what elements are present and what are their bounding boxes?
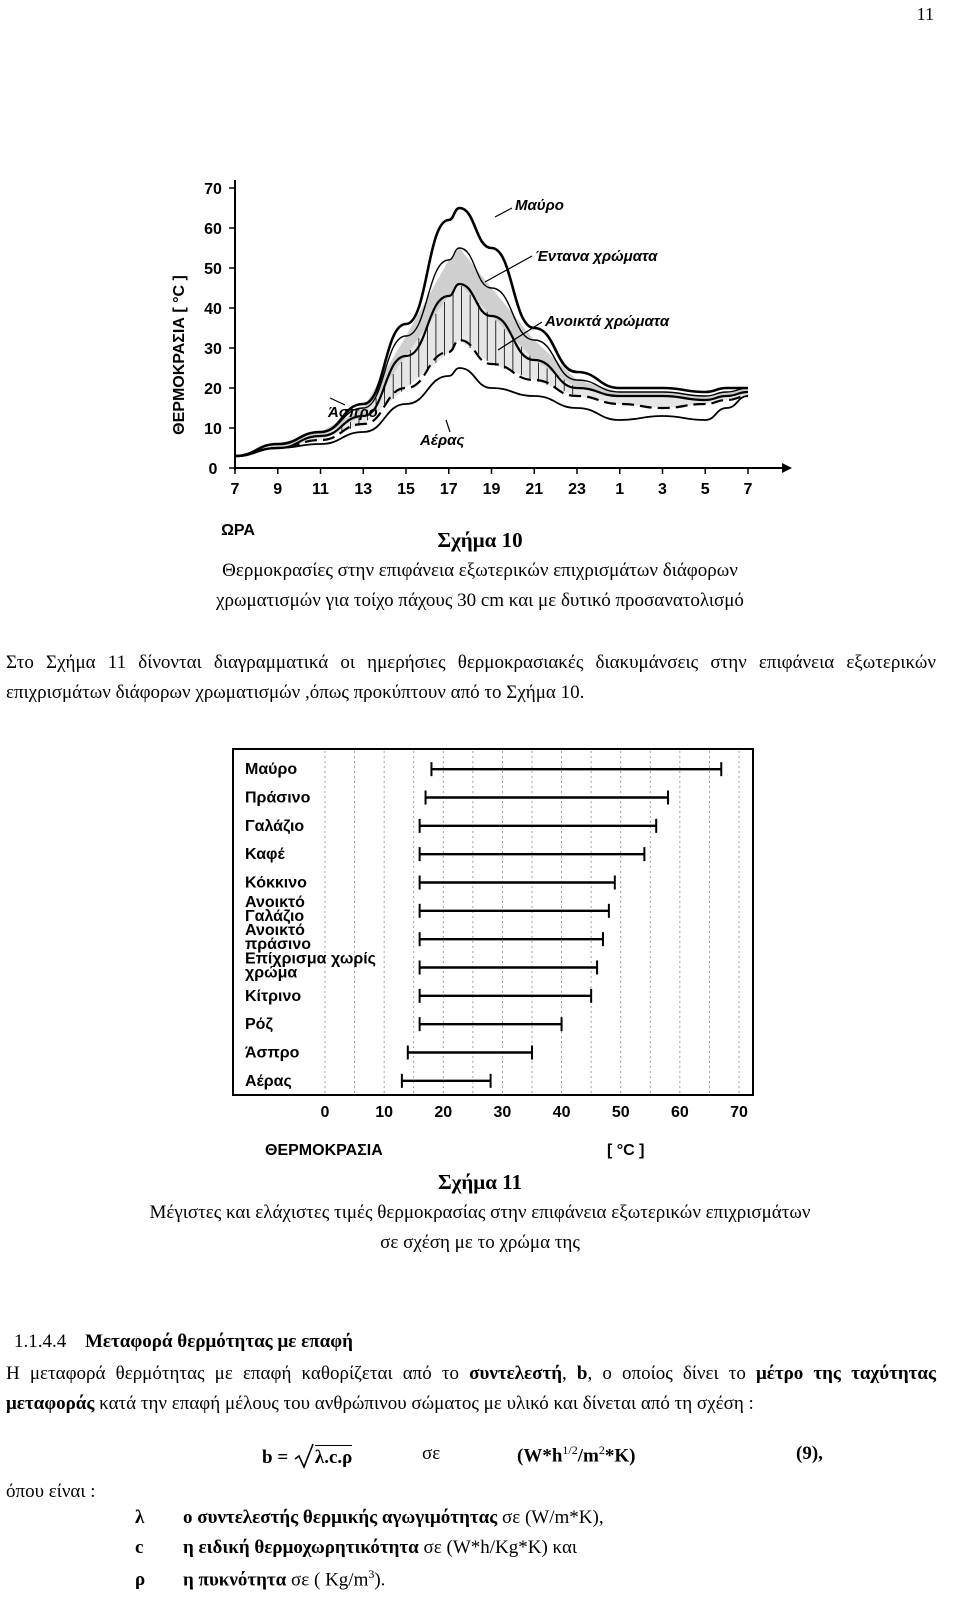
category-label: Ανοικτό [245,922,305,940]
def-symbol: c [135,1537,144,1558]
superscript: 2 [598,1443,605,1457]
text-run-bold: συντελεστή [469,1363,563,1384]
category-label: Πράσινο [245,789,311,807]
x-tick-label: 1 [615,481,625,498]
x-tick-label: 40 [552,1104,571,1121]
x-tick-label: 23 [568,481,586,498]
definition-rho [135,1567,385,1591]
x-tick-label: 11 [312,481,329,498]
y-axis-label: ΘΕΡΜΟΚΡΑΣΙΑ [ °C ] [171,275,188,435]
x-tick-label: 15 [397,481,415,498]
category-label: Γαλάζιο [245,817,305,835]
x-tick-label: 70 [730,1104,748,1121]
figure-11-caption-line2: σε σχέση με το χρώμα της [380,1232,580,1253]
category-label: πράσινο [245,936,312,954]
text-run: κατά την επαφή μέλους του ανθρώπινου σώματος με υλικό και δίνεται από τη σχέση : [94,1393,754,1414]
superscript: 3 [368,1567,375,1581]
x-axis-label: ΩΡΑ [221,522,255,539]
section-title: Μεταφορά θερμότητας με επαφή [85,1331,353,1352]
def-term: η ειδική θερμοχωρητικότητα [183,1537,419,1558]
label-black: Μαύρο [515,197,564,214]
chart-frame [233,749,753,1095]
x-axis-label: ΘΕΡΜΟΚΡΑΣΙΑ [265,1142,383,1159]
x-axis-arrow [782,463,792,473]
def-rest: σε (W*h/Kg*K) και [418,1537,578,1558]
section-heading [14,1331,353,1353]
category-label: Επίχρισμα χωρίς [245,950,376,968]
y-tick-label: 20 [204,381,222,398]
leader-black [495,208,512,217]
formula [262,1443,352,1469]
definition-lambda [135,1507,604,1529]
formula-unit [517,1443,635,1467]
y-tick-label: 30 [204,341,222,358]
figure-11-chart [225,745,765,1165]
x-tick-label: 13 [354,481,373,498]
def-term: ο συντελεστής θερμικής αγωγιμότητας [183,1507,498,1528]
superscript: 1/2 [562,1443,578,1457]
y-tick-label: 70 [204,181,222,198]
x-tick-label: 7 [743,481,753,498]
category-label: Μαύρο [245,761,298,779]
x-tick-label: 7 [230,481,240,498]
text-run-bold: μέτρο της ταχύτητας μεταφοράς [6,1363,936,1414]
figure-10-caption-title: Σχήμα 10 [437,528,523,552]
text-run-bold: *K) [604,1445,636,1467]
x-tick-label: 17 [439,481,458,498]
leader-air [446,420,450,432]
category-label: Αέρας [245,1072,292,1090]
y-tick-label: 40 [204,301,222,318]
figure-10-chart [150,170,800,540]
y-tick-label: 0 [208,461,218,478]
x-tick-label: 9 [273,481,283,498]
text-run-bold: /m [577,1445,599,1467]
def-term: η πυκνότητα [183,1569,287,1591]
category-label: χρώμα [245,964,298,982]
x-axis-unit: [ °C ] [607,1142,645,1159]
category-label: Κίτρινο [245,987,302,1005]
figure-11 [225,745,765,1165]
category-label: Κόκκινο [245,874,307,892]
x-tick-label: 50 [611,1104,630,1121]
section-number: 1.1.4.4 [14,1331,67,1352]
category-label: Ρόζ [245,1016,273,1034]
y-tick-label: 10 [204,421,222,438]
formula-radicand: λ.c.ρ [314,1447,353,1468]
sqrt-icon [293,1443,315,1469]
x-tick-label: 10 [375,1104,394,1121]
category-label: Άσπρο [245,1044,300,1062]
section-paragraph [6,1359,936,1419]
figure-11-caption-line1: Μέγιστες και ελάχιστες τιμές θερμοκρασίας στην επιφάνεια εξωτερικών επιχρισμάτων [149,1202,811,1223]
label-air: Αέρας [420,432,465,449]
leader-intense [485,256,532,282]
x-tick-label: 20 [434,1104,453,1121]
formula-se: σε [422,1443,441,1464]
category-label: Ανοικτό [245,893,305,911]
label-intense: Έντανα χρώματα [535,248,658,265]
text-run: , [562,1363,577,1384]
series-line-5 [235,368,748,456]
category-label: Γαλάζιο [245,907,305,925]
y-tick-label: 50 [204,261,222,278]
category-label: Καφέ [245,846,285,864]
formula-lhs: b = [262,1447,293,1468]
label-light: Ανοικτά χρώματα [545,313,670,330]
x-tick-label: 60 [670,1104,689,1121]
def-rest: σε ( Kg/m [286,1569,369,1591]
page-number: 11 [916,4,934,24]
x-tick-label: 30 [493,1104,512,1121]
figure-10 [150,170,800,540]
text-run: Η μεταφορά θερμότητας με επαφή καθορίζεται από το [6,1363,470,1384]
formula-number: (9), [796,1443,823,1464]
def-symbol: ρ [135,1569,146,1591]
definition-c [135,1537,577,1559]
text-run-bold: (W*h [517,1445,563,1467]
where-label: όπου είναι : [6,1481,96,1502]
x-tick-label: 19 [482,481,501,498]
paragraph-1: Στο Σχήμα 11 δίνονται διαγραμματικά οι ημερήσιες θερμοκρασιακές διακυμάνσεις στην επιφάνεια εξωτερικών επιχρισμάτων διάφορων χρωματισμών ,όπως προκύπτουν από το Σχήμα 10. [6,652,936,703]
figure-10-caption-text: Θερμοκρασίες στην επιφάνεια εξωτερικών επιχρισμάτων διάφορων χρωματισμών για τοίχο πάχους 30 cm και με δυτικό προσανατολισμό [216,560,744,611]
x-tick-label: 0 [320,1104,330,1121]
figure-11-caption-title: Σχήμα 11 [437,1170,523,1194]
def-rest: ). [374,1569,386,1591]
def-rest: σε (W/m*K), [497,1507,604,1528]
text-run-bold: b [576,1363,588,1384]
x-tick-label: 5 [700,481,710,498]
y-tick-label: 60 [204,221,222,238]
text-run: , ο οποίος δίνει το [587,1363,756,1384]
x-tick-label: 3 [658,481,667,498]
x-tick-label: 21 [525,481,544,498]
label-white: Άσπρο [328,404,378,421]
def-symbol: λ [135,1507,145,1528]
